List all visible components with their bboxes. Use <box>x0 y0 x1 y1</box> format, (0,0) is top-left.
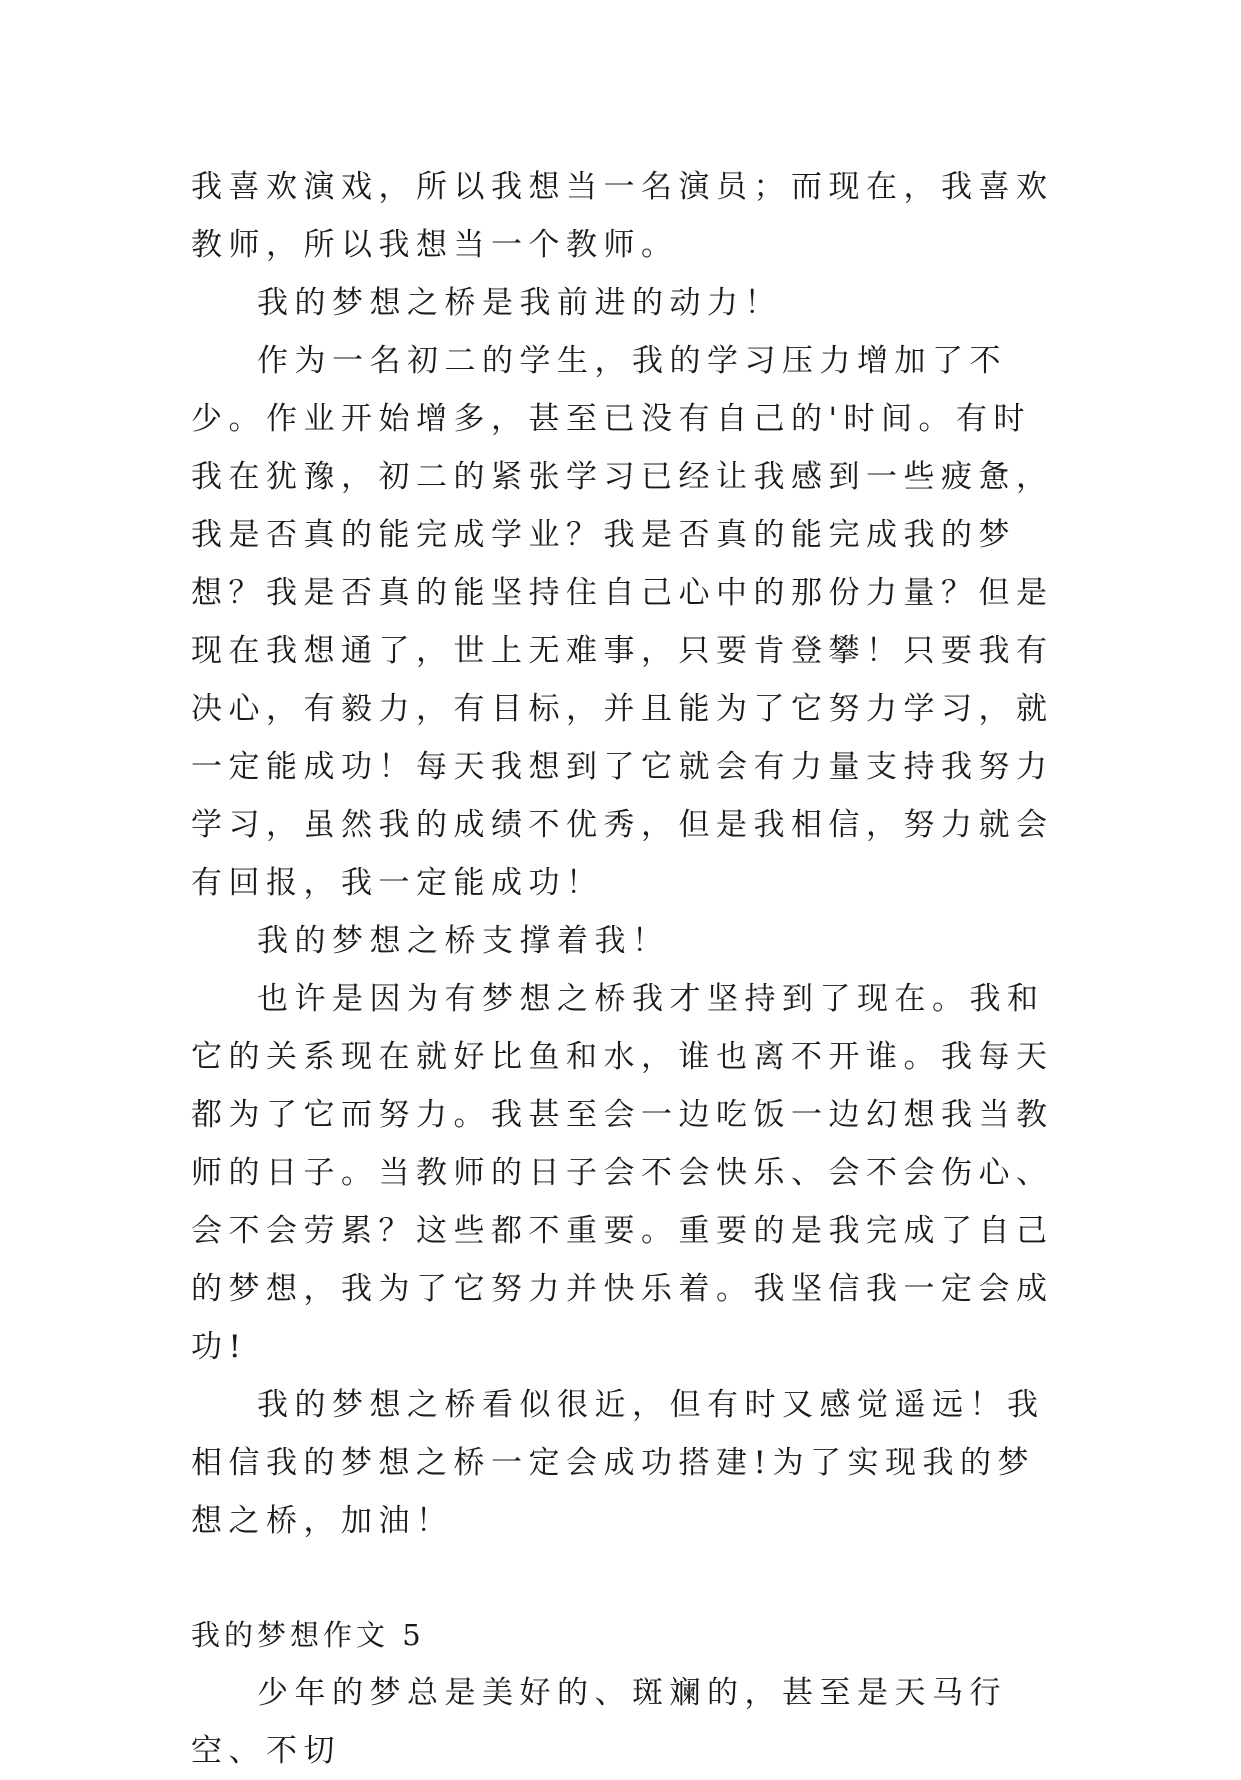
paragraph: 少年的梦总是美好的、斑斓的，甚至是天马行空、不切 <box>191 1675 1007 1769</box>
paragraph: 也许是因为有梦想之桥我才坚持到了现在。我和它的关系现在就好比鱼和水，谁也离不开谁。我每天都为了它而努力。我甚至会一边吃饭一边幻想我当教师的日子。当教师的日子会不会快乐、会不会伤心、会不会劳累？这些都不重要。重要的是我完成了自己的梦想，我为了它努力并快乐着。我坚信我一定会成功! <box>191 981 1054 1365</box>
paragraph: 作为一名初二的学生，我的学习压力增加了不少。作业开始增多，甚至已没有自己的'时间。有时我在犹豫，初二的紧张学习已经让我感到一些疲惫，我是否真的能完成学业？我是否真的能完成我的梦想？我是否真的能坚持住自己心中的那份力量？但是现在我想通了，世上无难事，只要肯登攀！只要我有决心，有毅力，有目标，并且能为了它努力学习，就一定能成功！每天我想到了它就会有力量支持我努力学习，虽然我的成绩不优秀，但是我相信，努力就会有回报，我一定能成功！ <box>191 343 1054 901</box>
section-title: 我的梦想作文 5 <box>191 1618 425 1652</box>
paragraph-continued: 我喜欢演戏，所以我想当一名演员；而现在，我喜欢教师，所以我想当一个教师。 <box>191 169 1054 263</box>
paragraph: 我的梦想之桥支撑着我！ <box>257 923 670 959</box>
paragraph: 我的梦想之桥看似很近，但有时又感觉遥远！我相信我的梦想之桥一定会成功搭建!为了实现我的梦想之桥，加油！ <box>191 1387 1045 1539</box>
paragraph: 我的梦想之桥是我前进的动力！ <box>257 285 782 321</box>
document-body <box>191 158 1059 1780</box>
